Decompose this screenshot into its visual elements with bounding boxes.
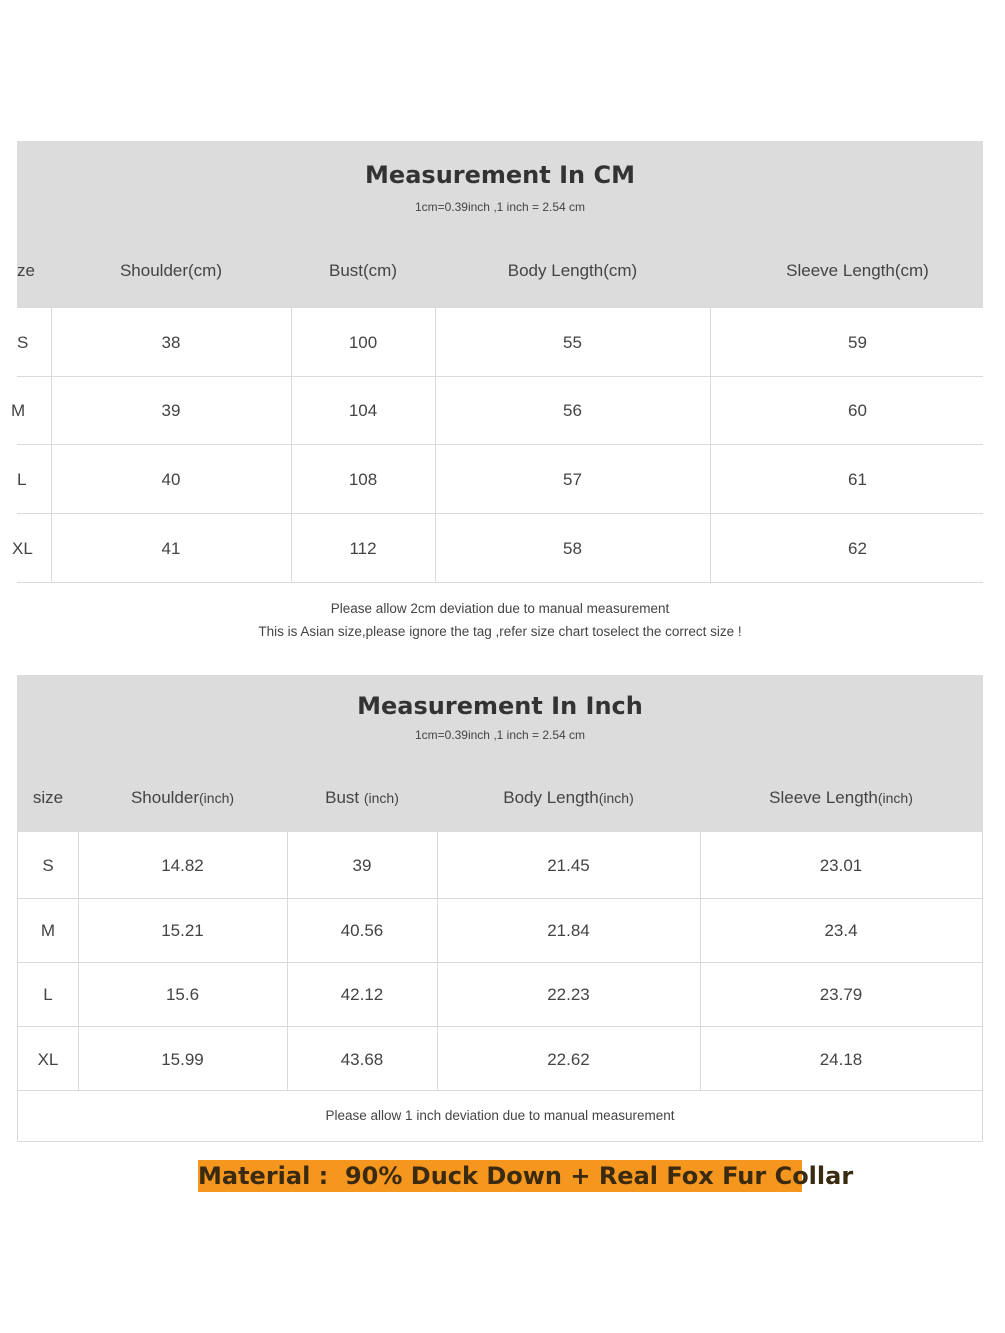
material-banner: Material : 90% Duck Down + Real Fox Fur Collar	[198, 1162, 854, 1190]
inch-cell-shoulder: 15.99	[161, 1050, 204, 1069]
inch-col-sleeve-length: Sleeve Length(inch)	[769, 788, 913, 807]
inch-cell-bust: 43.68	[340, 1050, 384, 1069]
inch-size-chart	[17, 675, 983, 1142]
cm-deviation-note: Please allow 2cm deviation due to manual measurement	[330, 601, 670, 616]
asian-size-note: This is Asian size,please ignore the tag ,refer size chart toselect the correct size !	[258, 624, 742, 639]
cm-cell-sleeve-length: 60	[848, 401, 867, 420]
inch-cell-body-length: 21.45	[547, 856, 590, 875]
cm-cell-shoulder: 39	[161, 401, 181, 420]
cm-cell-shoulder: 40	[161, 470, 181, 489]
cm-col-shoulder: Shoulder(cm)	[119, 261, 223, 280]
inch-cell-shoulder: 14.82	[161, 856, 204, 875]
inch-cell-shoulder: 15.21	[161, 921, 204, 940]
cm-cell-body-length: 58	[563, 539, 582, 558]
inch-cell-body-length: 22.23	[547, 985, 590, 1004]
inch-cell-bust: 40.56	[340, 921, 384, 940]
cm-cell-shoulder: 38	[161, 333, 181, 352]
inch-col-shoulder: Shoulder(inch)	[130, 788, 235, 807]
inch-cell-bust: 42.12	[340, 985, 384, 1004]
cm-cell-size: L	[17, 470, 27, 489]
inch-table-title: Measurement In Inch	[357, 692, 643, 720]
cm-cell-sleeve-length: 61	[848, 470, 867, 489]
cm-cell-size: M	[11, 401, 26, 420]
inch-table-subtitle: 1cm=0.39inch ,1 inch = 2.54 cm	[414, 728, 586, 742]
inch-cell-bust: 39	[352, 856, 372, 875]
inch-col-bust: Bust (inch)	[325, 788, 399, 807]
cm-cell-bust: 108	[348, 470, 378, 489]
inch-cell-body-length: 22.62	[547, 1050, 590, 1069]
inch-cell-sleeve-length: 24.18	[819, 1050, 863, 1069]
cm-table-title: Measurement In CM	[365, 161, 635, 189]
cm-cell-sleeve-length: 62	[848, 539, 867, 558]
cm-cell-bust: 112	[349, 539, 377, 558]
inch-cell-sleeve-length: 23.79	[819, 985, 863, 1004]
cm-cell-size: XL	[12, 539, 33, 558]
cm-cell-bust: 104	[348, 401, 378, 420]
inch-col-size: size	[32, 788, 64, 807]
inch-cell-body-length: 21.84	[547, 921, 590, 940]
inch-deviation-note: Please allow 1 inch deviation due to manual measurement	[325, 1108, 675, 1123]
cm-cell-shoulder: 41	[161, 539, 181, 558]
inch-cell-sleeve-length: 23.01	[819, 856, 863, 875]
cm-cell-body-length: 56	[563, 401, 582, 420]
inch-cell-size: L	[43, 985, 53, 1004]
cm-col-size: ze	[17, 261, 35, 280]
cm-size-chart	[11, 141, 983, 583]
cm-cell-bust: 100	[348, 333, 378, 352]
inch-col-body-length: Body Length(inch)	[503, 788, 634, 807]
inch-cell-size: M	[40, 921, 56, 940]
inch-cell-sleeve-length: 23.4	[824, 921, 858, 940]
inch-cell-size: S	[42, 856, 54, 875]
cm-col-sleeve-length: Sleeve Length(cm)	[786, 261, 929, 280]
cm-cell-body-length: 55	[563, 333, 582, 352]
cm-col-body-length: Body Length(cm)	[507, 261, 638, 280]
cm-table-subtitle: 1cm=0.39inch ,1 inch = 2.54 cm	[414, 200, 586, 214]
cm-col-bust: Bust(cm)	[329, 261, 397, 280]
cm-cell-body-length: 57	[563, 470, 582, 489]
cm-cell-sleeve-length: 59	[848, 333, 867, 352]
inch-cell-size: XL	[37, 1050, 59, 1069]
cm-cell-size: S	[17, 333, 29, 352]
inch-cell-shoulder: 15.6	[165, 985, 200, 1004]
